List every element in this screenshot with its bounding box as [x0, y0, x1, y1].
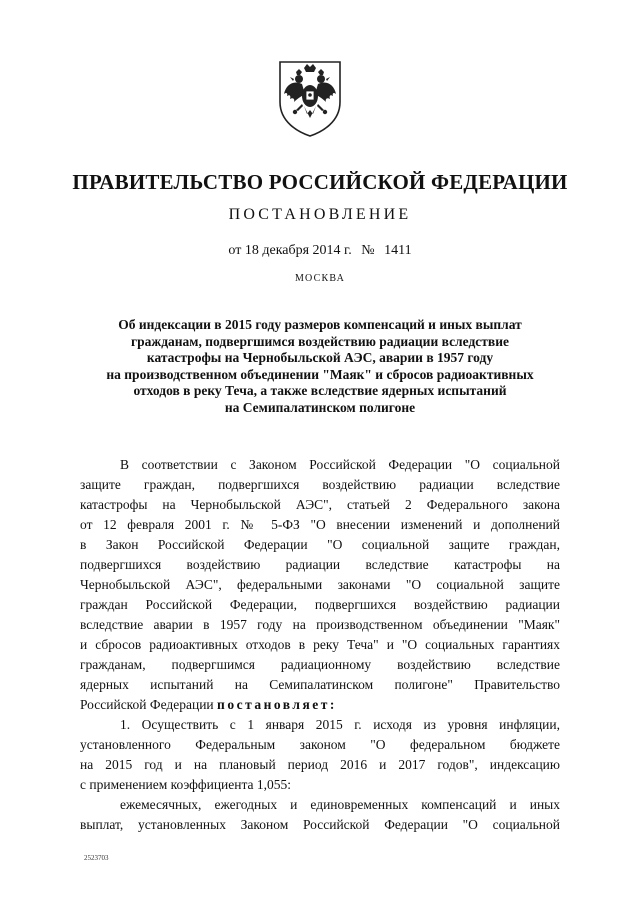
body-line: катастрофы на Чернобыльской АЭС", статьей 2 Федерального закона [80, 497, 560, 512]
decree-word: постановляет: [217, 697, 337, 712]
heading-line: на производственном объединении "Маяк" и сбросов радиоактивных [106, 366, 534, 382]
body-line: установленного Федеральным законом "О федеральном бюджете [80, 737, 560, 752]
body-line [80, 555, 560, 575]
document-type: ПОСТАНОВЛЕНИЕ [228, 206, 412, 223]
heading-line: Об индексации в 2015 году размеров компенсаций и иных выплат [118, 317, 522, 332]
government-title: ПРАВИТЕЛЬСТВО РОССИЙСКОЙ ФЕДЕРАЦИИ [72, 170, 568, 194]
body-line-end-word: на [546, 557, 560, 572]
heading-line: гражданам, подвергшимся воздействию радиации вследствие [131, 333, 509, 349]
body-line: В соответствии с Законом Российской Федерации "О социальной [120, 457, 560, 472]
body-line: в Закон Российской Федерации "О социальной защите граждан, [80, 537, 560, 552]
body-line: от 12 февраля 2001 г. № 5-ФЗ "О внесении изменений и дополнений [80, 517, 560, 532]
body-line: 1. Осуществить с 1 января 2015 г. исходя из уровня инфляции, [120, 717, 560, 732]
body-line-text: подвергшихся воздействию радиации вследствие катастрофы [80, 557, 522, 572]
body-line: граждан Российской Федерации, подвергшихся воздействию радиации [80, 597, 560, 612]
number-sign: № [361, 243, 375, 258]
body-line: выплат, установленных Законом Российской Федерации "О социальной [80, 817, 560, 832]
body-line-text: Российской Федерации [80, 697, 214, 712]
document-date-line [0, 243, 640, 259]
body-line: вследствие аварии в 1957 году на производственном объединении "Маяк" [80, 617, 560, 632]
document-code: 2523703 [84, 854, 109, 862]
heading-line: на Семипалатинском полигоне [224, 399, 416, 415]
body-line: ежемесячных, ежегодных и единовременных компенсаций и иных [120, 797, 560, 812]
heading-line: отходов в реку Теча, а также вследствие ядерных испытаний [133, 383, 507, 398]
document-heading [60, 317, 580, 416]
body-line: на 2015 год и на плановый период 2016 и 2017 годов", индексацию [80, 757, 560, 772]
document-number: 1411 [384, 243, 412, 258]
city-name: МОСКВА [294, 273, 346, 284]
body-line: ядерных испытаний на Семипалатинском полигоне" Правительство [80, 677, 560, 692]
coat-of-arms-icon [272, 58, 348, 138]
body-line: Чернобыльской АЭС", федеральными законами "О социальной защите [80, 577, 560, 592]
body-line: и сбросов радиоактивных отходов в реку Теча" и "О социальных гарантиях [80, 637, 560, 652]
body-line: гражданам, подвергшимся радиационному воздействию вследствие [80, 657, 560, 672]
document-body [80, 455, 560, 835]
body-line [80, 695, 560, 715]
body-line: защите граждан, подвергшихся воздействию радиации вследствие [80, 477, 560, 492]
document-date: от 18 декабря 2014 г. [228, 243, 352, 258]
body-line: с применением коэффициента 1,055: [80, 777, 292, 792]
heading-line: катастрофы на Чернобыльской АЭС, аварии в 1957 году [146, 350, 494, 365]
